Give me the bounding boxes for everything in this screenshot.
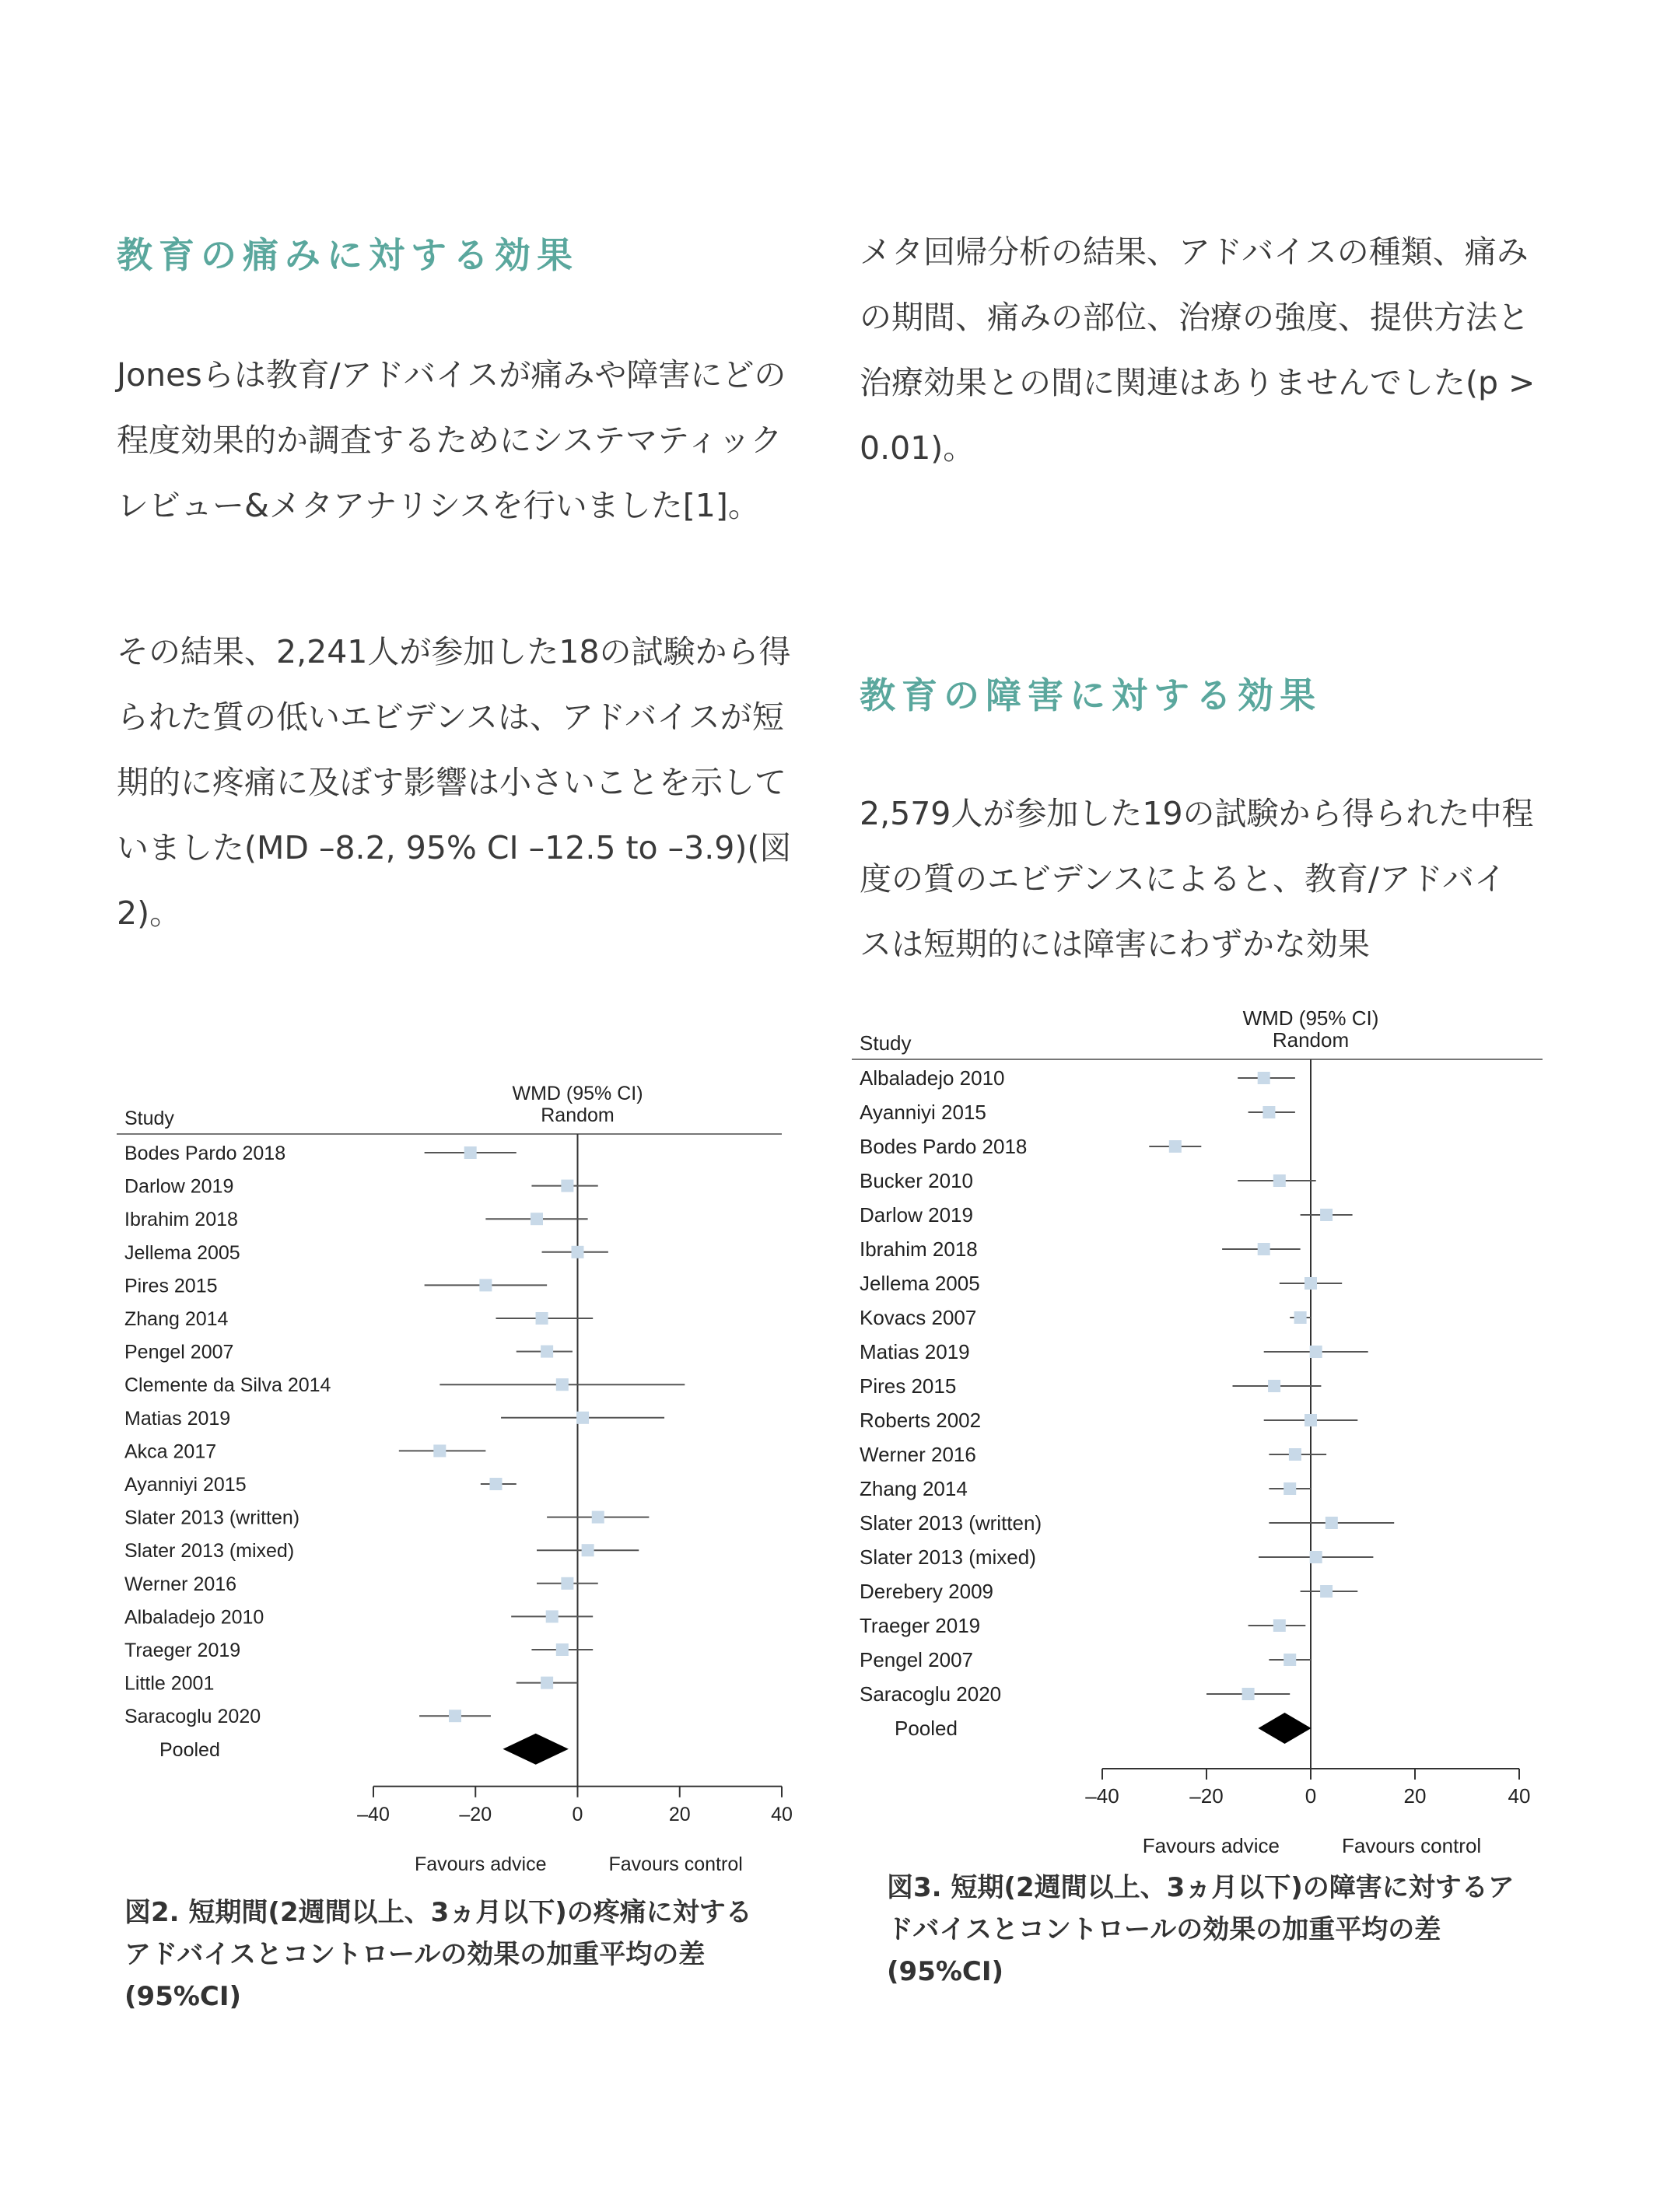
study-label: Zhang 2014 — [860, 1477, 968, 1500]
x-tick-label: 0 — [1305, 1784, 1317, 1808]
effect-header-title: WMD (95% CI) — [1242, 1006, 1379, 1030]
study-label: Traeger 2019 — [124, 1640, 241, 1661]
forest-plot-pain — [117, 1081, 817, 1874]
study-label: Ayanniyi 2015 — [860, 1101, 986, 1124]
point-estimate — [1258, 1243, 1270, 1255]
pooled-label: Pooled — [159, 1738, 220, 1761]
figure-caption-fig2: 図2. 短期間(2週間以上、3ヵ月以下)の疼痛に対するアドバイスとコントロールの効果の加重平均の差(95%CI) — [124, 1897, 752, 2012]
study-label: Pires 2015 — [860, 1374, 957, 1398]
study-label: Albaladejo 2010 — [860, 1066, 1005, 1090]
point-estimate — [1310, 1346, 1322, 1358]
point-estimate — [582, 1544, 594, 1556]
section-heading-pain: 教育の痛みに対する効果 — [117, 234, 579, 276]
point-estimate — [1294, 1311, 1307, 1324]
point-estimate — [1273, 1174, 1286, 1187]
x-tick-label: 40 — [1508, 1784, 1531, 1808]
point-estimate — [1284, 1654, 1296, 1666]
point-estimate — [1284, 1482, 1296, 1495]
study-label: Slater 2013 (written) — [860, 1511, 1042, 1535]
study-label: Werner 2016 — [860, 1443, 976, 1466]
study-label: Pengel 2007 — [124, 1341, 234, 1363]
point-estimate — [541, 1677, 553, 1689]
study-label: Matias 2019 — [860, 1340, 970, 1363]
study-label: Clemente da Silva 2014 — [124, 1374, 331, 1397]
study-label: Werner 2016 — [124, 1573, 237, 1595]
point-estimate — [541, 1346, 553, 1358]
study-label: Matias 2019 — [124, 1407, 231, 1430]
point-estimate — [1289, 1448, 1301, 1461]
x-tick-label: –40 — [1085, 1784, 1119, 1808]
point-estimate — [464, 1146, 477, 1159]
paragraph-disability-result: 2,579人が参加した19の試験から得られた中程度の質のエビデンスによると、教育/アドバイスは短期的には障害にわずかな効果 — [860, 795, 1534, 963]
point-estimate — [1326, 1517, 1338, 1529]
study-label: Pengel 2007 — [860, 1648, 974, 1671]
paragraph-pain-result: その結果、2,241人が参加した18の試験から得られた質の低いエビデンスは、アドバイスが短期的に疼痛に及ぼす影響は小さいことを示していました(MD –8.2, 95% CI –12.5 to –3.9)(図2)。 — [117, 633, 792, 932]
study-label: Pires 2015 — [124, 1275, 218, 1297]
section-heading-disability: 教育の障害に対する効果 — [860, 674, 1322, 716]
study-label: Roberts 2002 — [860, 1409, 982, 1432]
point-estimate — [1320, 1209, 1333, 1221]
figure-caption-fig3: 図3. 短期(2週間以上、3ヵ月以下)の障害に対するアドバイスとコントロールの効果の加重平均の差(95%CI) — [887, 1872, 1515, 1987]
point-estimate — [1320, 1585, 1333, 1598]
x-tick-label: –40 — [357, 1803, 390, 1825]
favours-advice-label: Favours advice — [414, 1853, 547, 1875]
point-estimate — [1258, 1072, 1270, 1084]
pooled-diamond — [1258, 1713, 1311, 1744]
paragraph-meta-regression: メタ回帰分析の結果、アドバイスの種類、痛みの期間、痛みの部位、治療の強度、提供方法と治療効果との間に関連はありませんでした(p > 0.01)。 — [860, 233, 1536, 467]
point-estimate — [449, 1710, 461, 1722]
study-label: Saracoglu 2020 — [124, 1706, 261, 1728]
effect-header-method: Random — [1272, 1028, 1350, 1052]
pooled-diamond — [503, 1734, 568, 1765]
point-estimate — [1263, 1106, 1275, 1118]
study-label: Saracoglu 2020 — [860, 1682, 1002, 1706]
forest-plot-disability — [852, 988, 1552, 1857]
x-tick-label: 0 — [572, 1803, 583, 1825]
study-label: Derebery 2009 — [860, 1580, 993, 1603]
study-label: Darlow 2019 — [860, 1203, 973, 1227]
favours-control-label: Favours control — [608, 1853, 743, 1875]
study-label: Ibrahim 2018 — [124, 1209, 238, 1231]
x-tick-label: 20 — [668, 1803, 691, 1825]
study-label: Kovacs 2007 — [860, 1306, 977, 1329]
study-label: Albaladejo 2010 — [124, 1606, 264, 1629]
point-estimate — [556, 1643, 569, 1656]
point-estimate — [1310, 1551, 1322, 1563]
study-label: Bodes Pardo 2018 — [860, 1135, 1028, 1158]
x-tick-label: –20 — [1189, 1784, 1224, 1808]
study-header: Study — [860, 1031, 912, 1055]
pooled-label: Pooled — [895, 1717, 958, 1740]
point-estimate — [1169, 1140, 1182, 1153]
favours-control-label: Favours control — [1342, 1834, 1482, 1857]
study-label: Jellema 2005 — [124, 1241, 240, 1264]
study-label: Little 2001 — [124, 1672, 215, 1695]
point-estimate — [576, 1412, 589, 1424]
point-estimate — [531, 1213, 543, 1225]
favours-advice-label: Favours advice — [1142, 1834, 1280, 1857]
effect-header-method: Random — [541, 1104, 615, 1126]
x-tick-label: 20 — [1403, 1784, 1427, 1808]
study-label: Ibrahim 2018 — [860, 1237, 978, 1261]
study-label: Bodes Pardo 2018 — [124, 1143, 286, 1164]
x-tick-label: –20 — [459, 1803, 492, 1825]
point-estimate — [490, 1478, 503, 1490]
point-estimate — [572, 1246, 584, 1258]
study-label: Zhang 2014 — [124, 1308, 229, 1330]
study-label: Slater 2013 (mixed) — [124, 1540, 295, 1563]
point-estimate — [546, 1610, 559, 1622]
effect-header-title: WMD (95% CI) — [512, 1083, 643, 1104]
study-label: Slater 2013 (written) — [124, 1507, 300, 1529]
point-estimate — [1273, 1619, 1286, 1632]
study-label: Ayanniyi 2015 — [124, 1474, 247, 1496]
study-label: Jellema 2005 — [860, 1272, 980, 1295]
point-estimate — [1268, 1380, 1280, 1392]
point-estimate — [479, 1279, 492, 1291]
point-estimate — [1305, 1414, 1317, 1426]
study-header: Study — [124, 1108, 174, 1129]
study-label: Slater 2013 (mixed) — [860, 1545, 1036, 1569]
point-estimate — [592, 1511, 604, 1524]
point-estimate — [561, 1180, 573, 1192]
study-label: Traeger 2019 — [860, 1614, 981, 1637]
paragraph-jones-intro: Jonesらは教育/アドバイスが痛みや障害にどの程度効果的か調査するためにシステマティックレビュー&メタアナリシスを行いました[1]。 — [117, 356, 786, 524]
x-tick-label: 40 — [771, 1803, 793, 1825]
point-estimate — [1242, 1688, 1255, 1700]
point-estimate — [433, 1444, 446, 1457]
point-estimate — [1305, 1277, 1317, 1290]
study-label: Darlow 2019 — [124, 1175, 234, 1198]
point-estimate — [561, 1577, 573, 1590]
point-estimate — [556, 1378, 569, 1391]
point-estimate — [536, 1312, 548, 1325]
study-label: Bucker 2010 — [860, 1169, 973, 1192]
study-label: Akca 2017 — [124, 1440, 217, 1463]
